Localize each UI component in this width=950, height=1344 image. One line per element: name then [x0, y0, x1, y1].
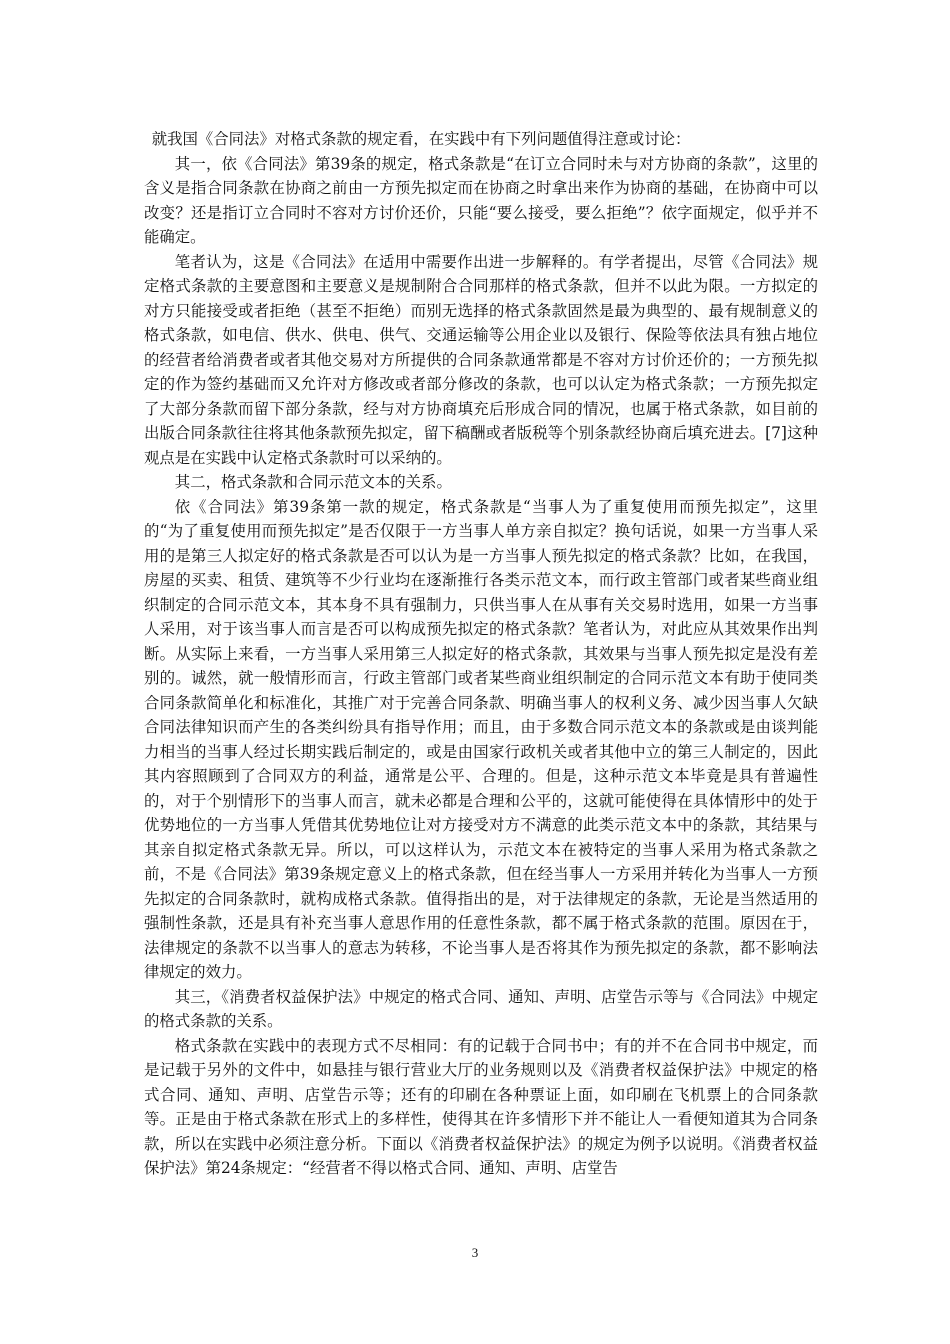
- paragraph-point-three-heading: 其三，《消费者权益保护法》中规定的格式合同、通知、声明、店堂告示等与《合同法》中规定的格式条款的关系。: [144, 987, 818, 1030]
- paragraph-point-two-body: 依《合同法》第39条第一款的规定，格式条款是“当事人为了重复使用而预先拟定”，这里的“为了重复使用而预先拟定”是否仅限于一方当事人单方亲自拟定？换句话说，如果一方当事人采用的是第三人拟定好的格式条款是否可以认为是一方当事人预先拟定的格式条款？比如，在我国，房屋的买卖、租赁、建筑等不少行业均在逐渐推行各类示范文本，而行政主管部门或者某些商业组织制定的合同示范文本，其本身不具有强制力，只供当事人在从事有关交易时选用，如果一方当事人采用，对于该当事人而言是否可以构成预先拟定的格式条款？笔者认为，对此应从其效果作出判断。从实际上来看，一方当事人采用第三人拟定好的格式条款，其效果与当事人预先拟定是没有差别的。诚然，就一般情形而言，行政主管部门或者某些商业组织制定的合同示范文本有助于使同类合同条款简单化和标准化，其推广对于完善合同条款、明确当事人的权利义务、减少因当事人欠缺合同法律知识而产生的各类纠纷具有指导作用；而且，由于多数合同示范文本的条款或是由谈判能力相当的当事人经过长期实践后制定的，或是由国家行政机关或者其他中立的第三人制定的，因此其内容照顾到了合同双方的利益，通常是公平、合理的。但是，这种示范文本毕竟是具有普遍性的，对于个别情形下的当事人而言，就未必都是合理和公平的，这就可能使得在具体情形中的处于优势地位的一方当事人凭借其优势地位让对方接受对方不满意的此类示范文本中的条款，其结果与其亲自拟定格式条款无异。所以，可以这样认为，示范文本在被特定的当事人采用为格式条款之前，不是《合同法》第39条规定意义上的格式条款，但在经当事人一方采用并转化为当事人一方预先拟定的合同条款时，就构成格式条款。值得指出的是，对于法律规定的条款，无论是当然适用的强制性条款，还是具有补充当事人意思作用的任意性条款，都不属于格式条款的范围。原因在于，法律规定的条款不以当事人的意志为转移，不论当事人是否将其作为预先拟定的条款，都不影响法律规定的效力。: [144, 497, 818, 981]
- paragraph-point-three-body: 格式条款在实践中的表现方式不尽相同：有的记载于合同书中；有的并不在合同书中规定，而是记载于另外的文件中，如悬挂与银行营业大厅的业务规则以及《消费者权益保护法》中规定的格式合同、通知、声明、店堂告示等；还有的印刷在各种票证上面，如印刷在飞机票上的合同条款等。正是由于格式条款在形式上的多样性，使得其在许多情形下并不能让人一看便知道其为合同条款，所以在实践中必须注意分析。下面以《消费者权益保护法》的规定为例予以说明。《消费者权益保护法》第24条规定：“经营者不得以格式合同、通知、声明、店堂告: [144, 1036, 818, 1177]
- paragraph-point-two-heading: 其二，格式条款和合同示范文本的关系。: [174, 473, 452, 491]
- document-body: [144, 127, 818, 1181]
- paragraph-author-opinion: 笔者认为，这是《合同法》在适用中需要作出进一步解释的。有学者提出，尽管《合同法》规定格式条款的主要意图和主要意义是规制附合合同那样的格式条款，但并不以此为限。一方拟定的对方只能接受或者拒绝（甚至不拒绝）而别无选择的格式条款固然是最为典型的、最有规制意义的格式条款，如电信、供水、供电、供气、交通运输等公用企业以及银行、保险等依法具有独占地位的经营者给消费者或者其他交易对方所提供的合同条款通常都是不容对方讨价还价的；一方预先拟定的作为签约基础而又允许对方修改或者部分修改的条款，也可以认定为格式条款；一方预先拟定了大部分条款而留下部分条款，经与对方协商填充后形成合同的情况，也属于格式条款，如目前的出版合同条款往往将其他条款预先拟定，留下稿酬或者版税等个别条款经协商后填充进去。[7]这种观点是在实践中认定格式条款时可以采纳的。: [144, 252, 818, 467]
- paragraph-point-one: 其一，依《合同法》第39条的规定，格式条款是“在订立合同时未与对方协商的条款”，这里的含义是指合同条款在协商之前由一方预先拟定而在协商之时拿出来作为协商的基础，在协商中可以改变？还是指订立合同时不容对方讨价还价，只能“要么接受，要么拒绝”？依字面规定，似乎并不能确定。: [144, 154, 818, 246]
- page-number: 3: [471, 1245, 479, 1260]
- paragraph-intro: 就我国《合同法》对格式条款的规定看，在实践中有下列问题值得注意或讨论：: [151, 130, 691, 148]
